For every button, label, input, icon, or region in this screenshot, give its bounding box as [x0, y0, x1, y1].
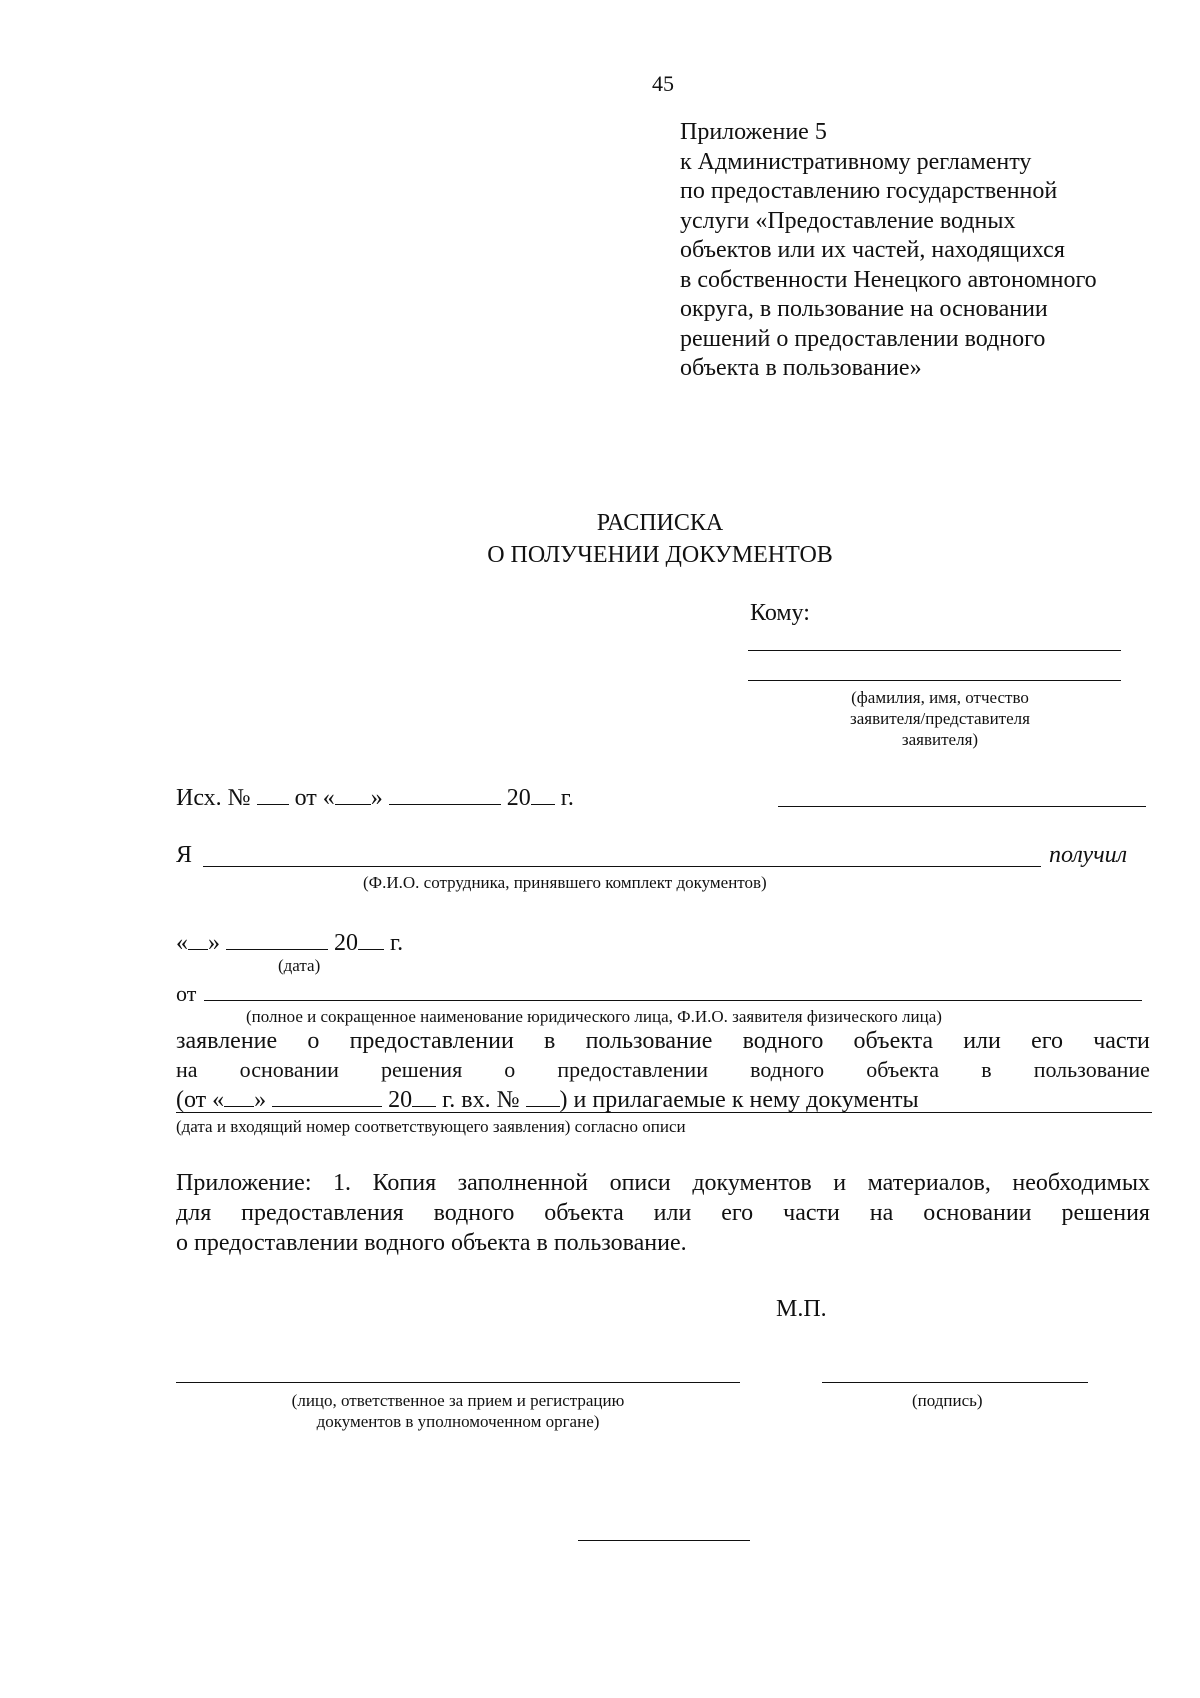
word: объекта [866, 1057, 940, 1082]
from-name-line[interactable] [204, 1000, 1142, 1001]
appendix-line: решений о предоставлении водного [680, 325, 1046, 352]
statement-incoming-number-field[interactable] [526, 1084, 560, 1107]
document-title [300, 508, 1020, 570]
word: описи [609, 1170, 671, 1196]
date-open-quote: « [176, 930, 188, 956]
statement-tail: ) и прилагаемые к нему документы [559, 1087, 919, 1113]
statement-incoming: г. вх. № [442, 1087, 520, 1113]
appendix-header [680, 118, 1097, 384]
date-year-field[interactable] [358, 927, 384, 950]
statement-month-field[interactable] [272, 1084, 382, 1107]
statement-day-field[interactable] [224, 1084, 254, 1107]
word: части [1093, 1028, 1150, 1054]
word: водного [742, 1028, 824, 1054]
statement-quote-close: » [254, 1087, 267, 1113]
word: заявление [176, 1028, 278, 1054]
appendix-line: объектов или их частей, находящихся [680, 237, 1065, 263]
date-day-field[interactable] [188, 927, 208, 950]
title-line-2: О ПОЛУЧЕНИИ ДОКУМЕНТОВ [487, 542, 833, 568]
word: объекта [544, 1200, 624, 1226]
recipient-caption-line: заявителя) [901, 730, 979, 749]
responsible-caption [196, 1390, 720, 1432]
statement-line-3 [176, 1084, 919, 1115]
word: о [504, 1057, 516, 1082]
responsible-caption-line: документов в уполномоченном органе) [316, 1412, 600, 1431]
appendix-line: по предоставлению государственной [680, 178, 1058, 204]
appendix-line: объекта в пользование» [680, 355, 922, 381]
outgoing-month-field[interactable] [389, 782, 501, 805]
recipient-caption-line: (фамилия, имя, отчество [851, 688, 1029, 707]
outgoing-day-field[interactable] [335, 782, 371, 805]
statement-line-2 [176, 1056, 1150, 1084]
date-caption: (дата) [278, 956, 321, 975]
word: 1. [333, 1170, 352, 1196]
statement-caption: (дата и входящий номер соответствующего заявления) согласно описи [176, 1117, 686, 1136]
page-number: 45 [652, 71, 674, 96]
date-year: 20 [334, 930, 358, 956]
word: основании [239, 1057, 339, 1082]
word: или [653, 1200, 692, 1226]
attachment-line-2 [176, 1198, 1150, 1228]
appendix-line: Приложение 5 [680, 119, 827, 145]
receiver-pronoun: Я [176, 842, 193, 868]
word: решения [381, 1057, 463, 1082]
recipient-caption [820, 687, 1060, 750]
outgoing-from: от « [294, 785, 335, 811]
word: объекта [853, 1028, 933, 1054]
title-line-1: РАСПИСКА [596, 510, 724, 536]
receiver-caption: (Ф.И.О. сотрудника, принявшего комплект документов) [363, 873, 767, 892]
word: в [981, 1057, 992, 1082]
word: о [307, 1028, 320, 1054]
receiver-verb: получил [1049, 842, 1128, 868]
outgoing-year-field[interactable] [531, 782, 555, 805]
statement-line-1 [176, 1026, 1150, 1056]
word: материалов, [867, 1170, 991, 1196]
outgoing-row [176, 782, 574, 813]
word: основании [923, 1200, 1032, 1226]
word: на [869, 1200, 894, 1226]
outgoing-prefix: Исх. № [176, 785, 251, 811]
word: Приложение: [176, 1170, 312, 1196]
attachment-line-3: о предоставлении водного объекта в пользование. [176, 1230, 687, 1256]
recipient-label: Кому: [750, 600, 810, 626]
word: водного [750, 1057, 825, 1082]
recipient-line-2[interactable] [748, 680, 1121, 681]
responsible-person-line[interactable] [176, 1382, 740, 1383]
from-caption: (полное и сокращенное наименование юридического лица, Ф.И.О. заявителя физического лица) [246, 1007, 942, 1026]
attachment-line-1 [176, 1168, 1150, 1198]
word: необходимых [1012, 1170, 1150, 1196]
end-divider [578, 1540, 750, 1541]
appendix-line: округа, в пользование на основании [680, 296, 1048, 322]
date-row [176, 927, 403, 958]
word: для [176, 1200, 212, 1226]
word: его [721, 1200, 754, 1226]
word: и [833, 1170, 847, 1196]
appendix-line: услуги «Предоставление водных [680, 207, 1016, 234]
word: заполненной [457, 1170, 589, 1196]
word: Копия [372, 1170, 437, 1196]
signature-caption: (подпись) [912, 1391, 983, 1410]
signature-line[interactable] [822, 1382, 1088, 1383]
statement-year: 20 [388, 1087, 413, 1113]
responsible-caption-line: (лицо, ответственное за прием и регистрацию [291, 1391, 625, 1410]
word: в [544, 1028, 556, 1054]
word: его [1031, 1028, 1063, 1054]
from-label: от [176, 981, 197, 1006]
word: предоставления [241, 1200, 404, 1226]
date-month-field[interactable] [226, 927, 328, 950]
appendix-line: к Административному регламенту [680, 148, 1032, 175]
word: документов [692, 1170, 812, 1196]
statement-year-field[interactable] [412, 1084, 436, 1107]
word: пользование [1033, 1057, 1150, 1082]
word: предоставлении [349, 1028, 514, 1054]
word: водного [433, 1200, 515, 1226]
word: или [963, 1028, 1001, 1054]
outgoing-quote-close: » [370, 785, 383, 811]
statement-underline [176, 1112, 1152, 1113]
word: решения [1061, 1200, 1150, 1226]
date-close-quote: » [208, 930, 220, 956]
outgoing-year: 20 [506, 785, 531, 811]
statement-open: (от « [176, 1087, 225, 1113]
stamp-place: М.П. [776, 1296, 827, 1322]
recipient-line-1[interactable] [748, 650, 1121, 651]
outgoing-year-suffix: г. [560, 785, 574, 811]
recipient-caption-line: заявителя/представителя [850, 709, 1030, 728]
receiver-name-line[interactable] [203, 866, 1041, 867]
outgoing-right-line[interactable] [778, 806, 1146, 807]
outgoing-number-field[interactable] [257, 782, 289, 805]
word: части [783, 1200, 840, 1226]
word: пользование [585, 1028, 713, 1054]
appendix-line: в собственности Ненецкого автономного [680, 266, 1097, 293]
word: предоставлении [557, 1057, 708, 1082]
date-year-suffix: г. [390, 930, 404, 956]
word: на [176, 1057, 198, 1082]
